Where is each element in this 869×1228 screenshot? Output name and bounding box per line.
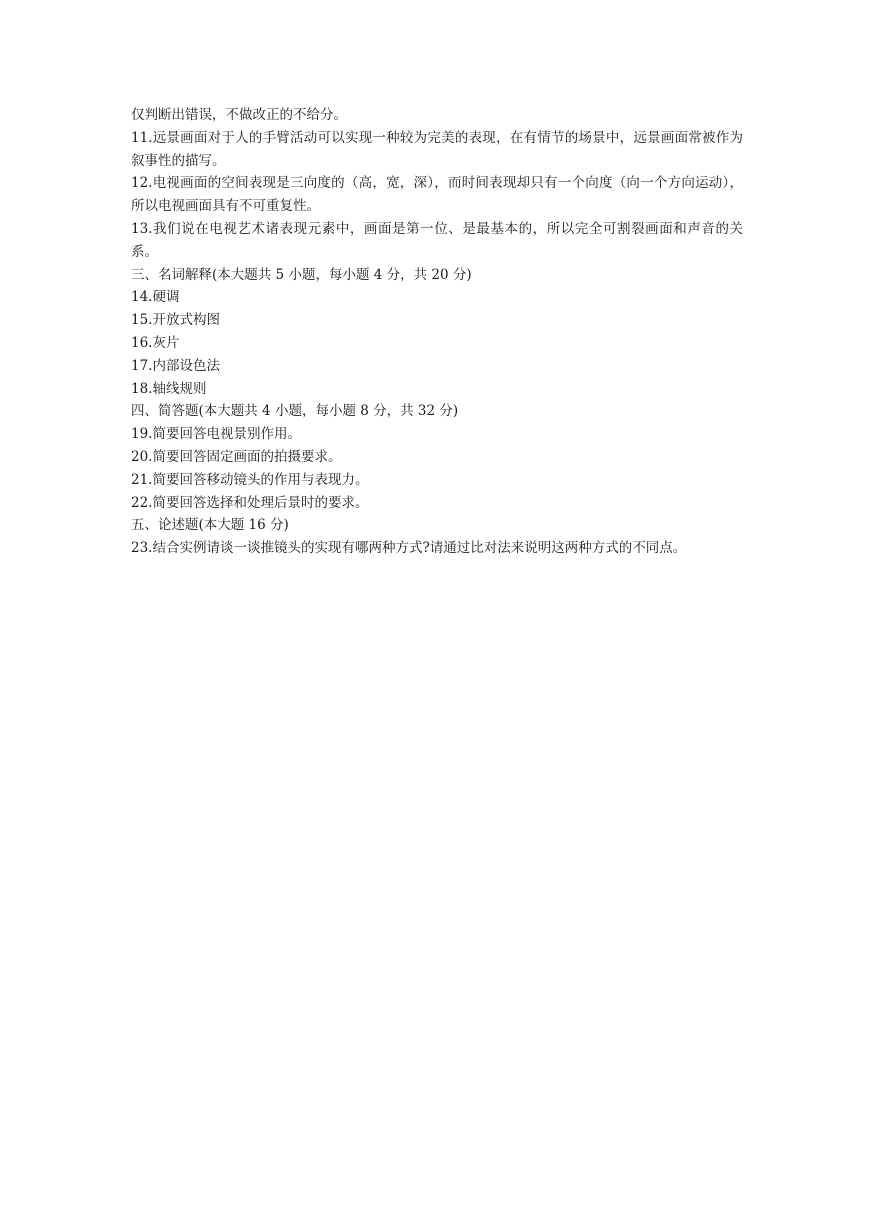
section-heading-short-answer: 四、简答题(本大题共 4 小题，每小题 8 分，共 32 分) [131,403,459,420]
term-item-15: 15.开放式构图 [131,312,220,329]
section-heading-terms: 三、名词解释(本大题共 5 小题，每小题 4 分，共 20 分) [131,266,472,283]
short-answer-item-21: 21.简要回答移动镜头的作用与表现力。 [131,471,369,488]
term-item-14: 14.硬调 [131,289,180,306]
short-answer-item-22: 22.简要回答选择和处理后景时的要求。 [131,494,369,511]
term-item-18: 18.轴线规则 [131,380,207,397]
term-item-16: 16.灰片 [131,334,180,351]
judgment-item-12: 12.电视画面的空间表现是三向度的（高，宽，深），而时间表现却只有一个向度（向一个方向运动），所以电视画面具有不可重复性。 [131,175,743,215]
exam-content [131,104,743,560]
essay-item-23: 23.结合实例请谈一谈推镜头的实现有哪两种方式?请通过比对法来说明这两种方式的不同点。 [131,540,687,557]
judgment-item-13: 13.我们说在电视艺术诸表现元素中，画面是第一位、是最基本的，所以完全可割裂画面和声音的关系。 [131,220,743,260]
short-answer-item-20: 20.简要回答固定画面的拍摄要求。 [131,448,342,465]
judgment-item-11: 11.远景画面对于人的手臂活动可以实现一种较为完美的表现，在有情节的场景中，远景画面常被作为叙事性的描写。 [131,129,743,169]
short-answer-item-19: 19.简要回答电视景别作用。 [131,426,301,443]
section-heading-essay: 五、论述题(本大题 16 分) [131,517,289,534]
continuation-text: 仅判断出错误，不做改正的不给分。 [131,107,347,123]
term-item-17: 17.内部设色法 [131,357,220,374]
